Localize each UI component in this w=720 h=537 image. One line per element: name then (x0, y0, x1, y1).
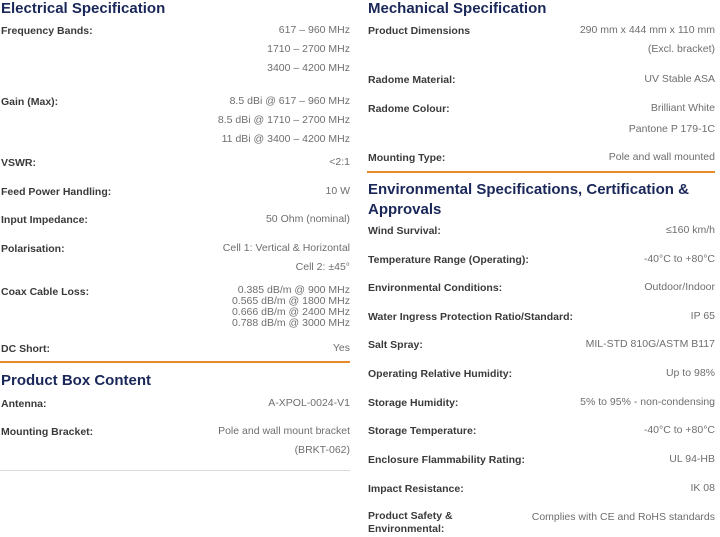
spec-label: Enclosure Flammability Rating: (368, 454, 525, 466)
spec-label: Impact Resistance: (368, 483, 464, 495)
spec-label: Salt Spray: (368, 339, 423, 351)
spec-value: Pole and wall mounted (608, 151, 715, 163)
mechanical-spec-title: Mechanical Specification (368, 0, 547, 17)
spec-row-wind-survival (367, 221, 715, 240)
spec-value: 5% to 95% - non-condensing (580, 396, 715, 408)
section-divider (0, 361, 350, 363)
spec-row-feed-power (0, 182, 350, 201)
spec-row-operating-humidity (367, 364, 715, 383)
spec-row-dc-short (0, 339, 350, 358)
spec-row-antenna (0, 394, 350, 413)
spec-row-storage-temperature (367, 421, 715, 440)
spec-label: Input Impedance: (1, 214, 88, 226)
spec-row-frequency-bands (0, 21, 350, 78)
spec-value: MIL-STD 810G/ASTM B117 (585, 338, 715, 350)
spec-row-water-ingress (367, 307, 715, 326)
spec-row-product-dimensions (367, 21, 715, 59)
spec-label: Environmental Conditions: (368, 282, 503, 294)
section-end-divider (0, 470, 350, 471)
spec-label: Gain (Max): (1, 96, 59, 108)
spec-row-salt-spray (367, 335, 715, 354)
spec-value: 50 Ohm (nominal) (265, 213, 350, 225)
spec-value: Yes (332, 342, 350, 354)
spec-value: 617 – 960 MHz (278, 24, 350, 36)
spec-row-impact-resistance (367, 479, 715, 498)
spec-value: Cell 1: Vertical & Horizontal (222, 242, 350, 254)
spec-value: (BRKT-062) (294, 444, 350, 456)
spec-label: Feed Power Handling: (1, 186, 112, 198)
spec-label: Storage Humidity: (368, 397, 459, 409)
spec-label: Frequency Bands: (1, 25, 93, 37)
spec-value: Pole and wall mount bracket (218, 425, 350, 437)
spec-label: DC Short: (1, 343, 50, 355)
spec-row-mounting-bracket (0, 422, 350, 460)
spec-value: 0.666 dB/m @ 2400 MHz (231, 306, 350, 318)
spec-value: IP 65 (690, 310, 715, 322)
spec-values (0, 153, 350, 172)
spec-row-product-safety (367, 508, 715, 535)
spec-value: Outdoor/Indoor (644, 281, 715, 293)
spec-value: <2:1 (329, 156, 350, 168)
spec-value: Up to 98% (665, 367, 715, 379)
spec-label: Wind Survival: (368, 225, 441, 237)
spec-label: Antenna: (1, 398, 47, 410)
spec-value: 1710 – 2700 MHz (267, 43, 350, 55)
spec-label: Water Ingress Protection Ratio/Standard: (368, 311, 573, 323)
spec-label: Product Safety & Environmental: (368, 510, 453, 535)
spec-value: 0.565 dB/m @ 1800 MHz (231, 295, 350, 307)
spec-label: Mounting Bracket: (1, 426, 94, 438)
spec-value: UV Stable ASA (644, 73, 715, 85)
spec-row-environmental-conditions (367, 278, 715, 297)
spec-label: Temperature Range (Operating): (368, 254, 529, 266)
spec-row-radome-material (367, 70, 715, 89)
spec-value: 11 dBi @ 3400 – 4200 MHz (221, 133, 350, 145)
spec-values (0, 394, 350, 413)
spec-row-temperature-operating (367, 250, 715, 269)
spec-value: 10 W (325, 185, 350, 197)
spec-row-radome-colour (367, 99, 715, 139)
spec-value: 0.385 dB/m @ 900 MHz (237, 284, 350, 296)
spec-row-mounting-type (367, 148, 715, 167)
spec-label: VSWR: (1, 157, 36, 169)
spec-value: 290 mm x 444 mm x 110 mm (579, 24, 715, 36)
spec-label: Operating Relative Humidity: (368, 368, 513, 380)
spec-label: Polarisation: (1, 243, 65, 255)
spec-label: Radome Material: (368, 74, 456, 86)
spec-row-gain (0, 92, 350, 149)
spec-label: Mounting Type: (368, 152, 446, 164)
spec-value: 8.5 dBi @ 617 – 960 MHz (229, 95, 350, 107)
product-box-title: Product Box Content (1, 372, 151, 389)
spec-value: UL 94-HB (669, 453, 715, 465)
spec-value: Cell 2: ±45° (295, 261, 350, 273)
spec-value: -40°C to +80°C (643, 253, 715, 265)
spec-row-input-impedance (0, 210, 350, 229)
spec-label: Radome Colour: (368, 103, 450, 115)
spec-row-vswr (0, 153, 350, 172)
spec-value: (Excl. bracket) (647, 43, 715, 55)
spec-row-flammability (367, 450, 715, 469)
spec-label: Storage Temperature: (368, 425, 477, 437)
spec-value: Pantone P 179-1C (628, 123, 715, 135)
spec-value: Complies with CE and RoHS standards (531, 511, 715, 523)
spec-row-storage-humidity (367, 393, 715, 412)
spec-value: Brilliant White (650, 102, 715, 114)
spec-label: Product Dimensions (368, 25, 471, 37)
spec-row-polarisation (0, 239, 350, 277)
spec-value: ≤160 km/h (666, 224, 715, 236)
spec-value: A-XPOL-0024-V1 (268, 397, 350, 409)
section-divider (367, 171, 715, 173)
spec-value: 8.5 dBi @ 1710 – 2700 MHz (217, 114, 350, 126)
spec-value: -40°C to +80°C (643, 424, 715, 436)
spec-values (0, 339, 350, 358)
spec-label: Coax Cable Loss: (1, 286, 90, 298)
spec-row-coax-loss (0, 285, 350, 329)
environmental-spec-title: Environmental Specifications, Certification & Approvals (368, 181, 689, 218)
spec-value: IK 08 (690, 482, 715, 494)
spec-value: 0.788 dB/m @ 3000 MHz (231, 317, 350, 329)
electrical-spec-title: Electrical Specification (1, 0, 166, 17)
spec-value: 3400 – 4200 MHz (267, 62, 350, 74)
